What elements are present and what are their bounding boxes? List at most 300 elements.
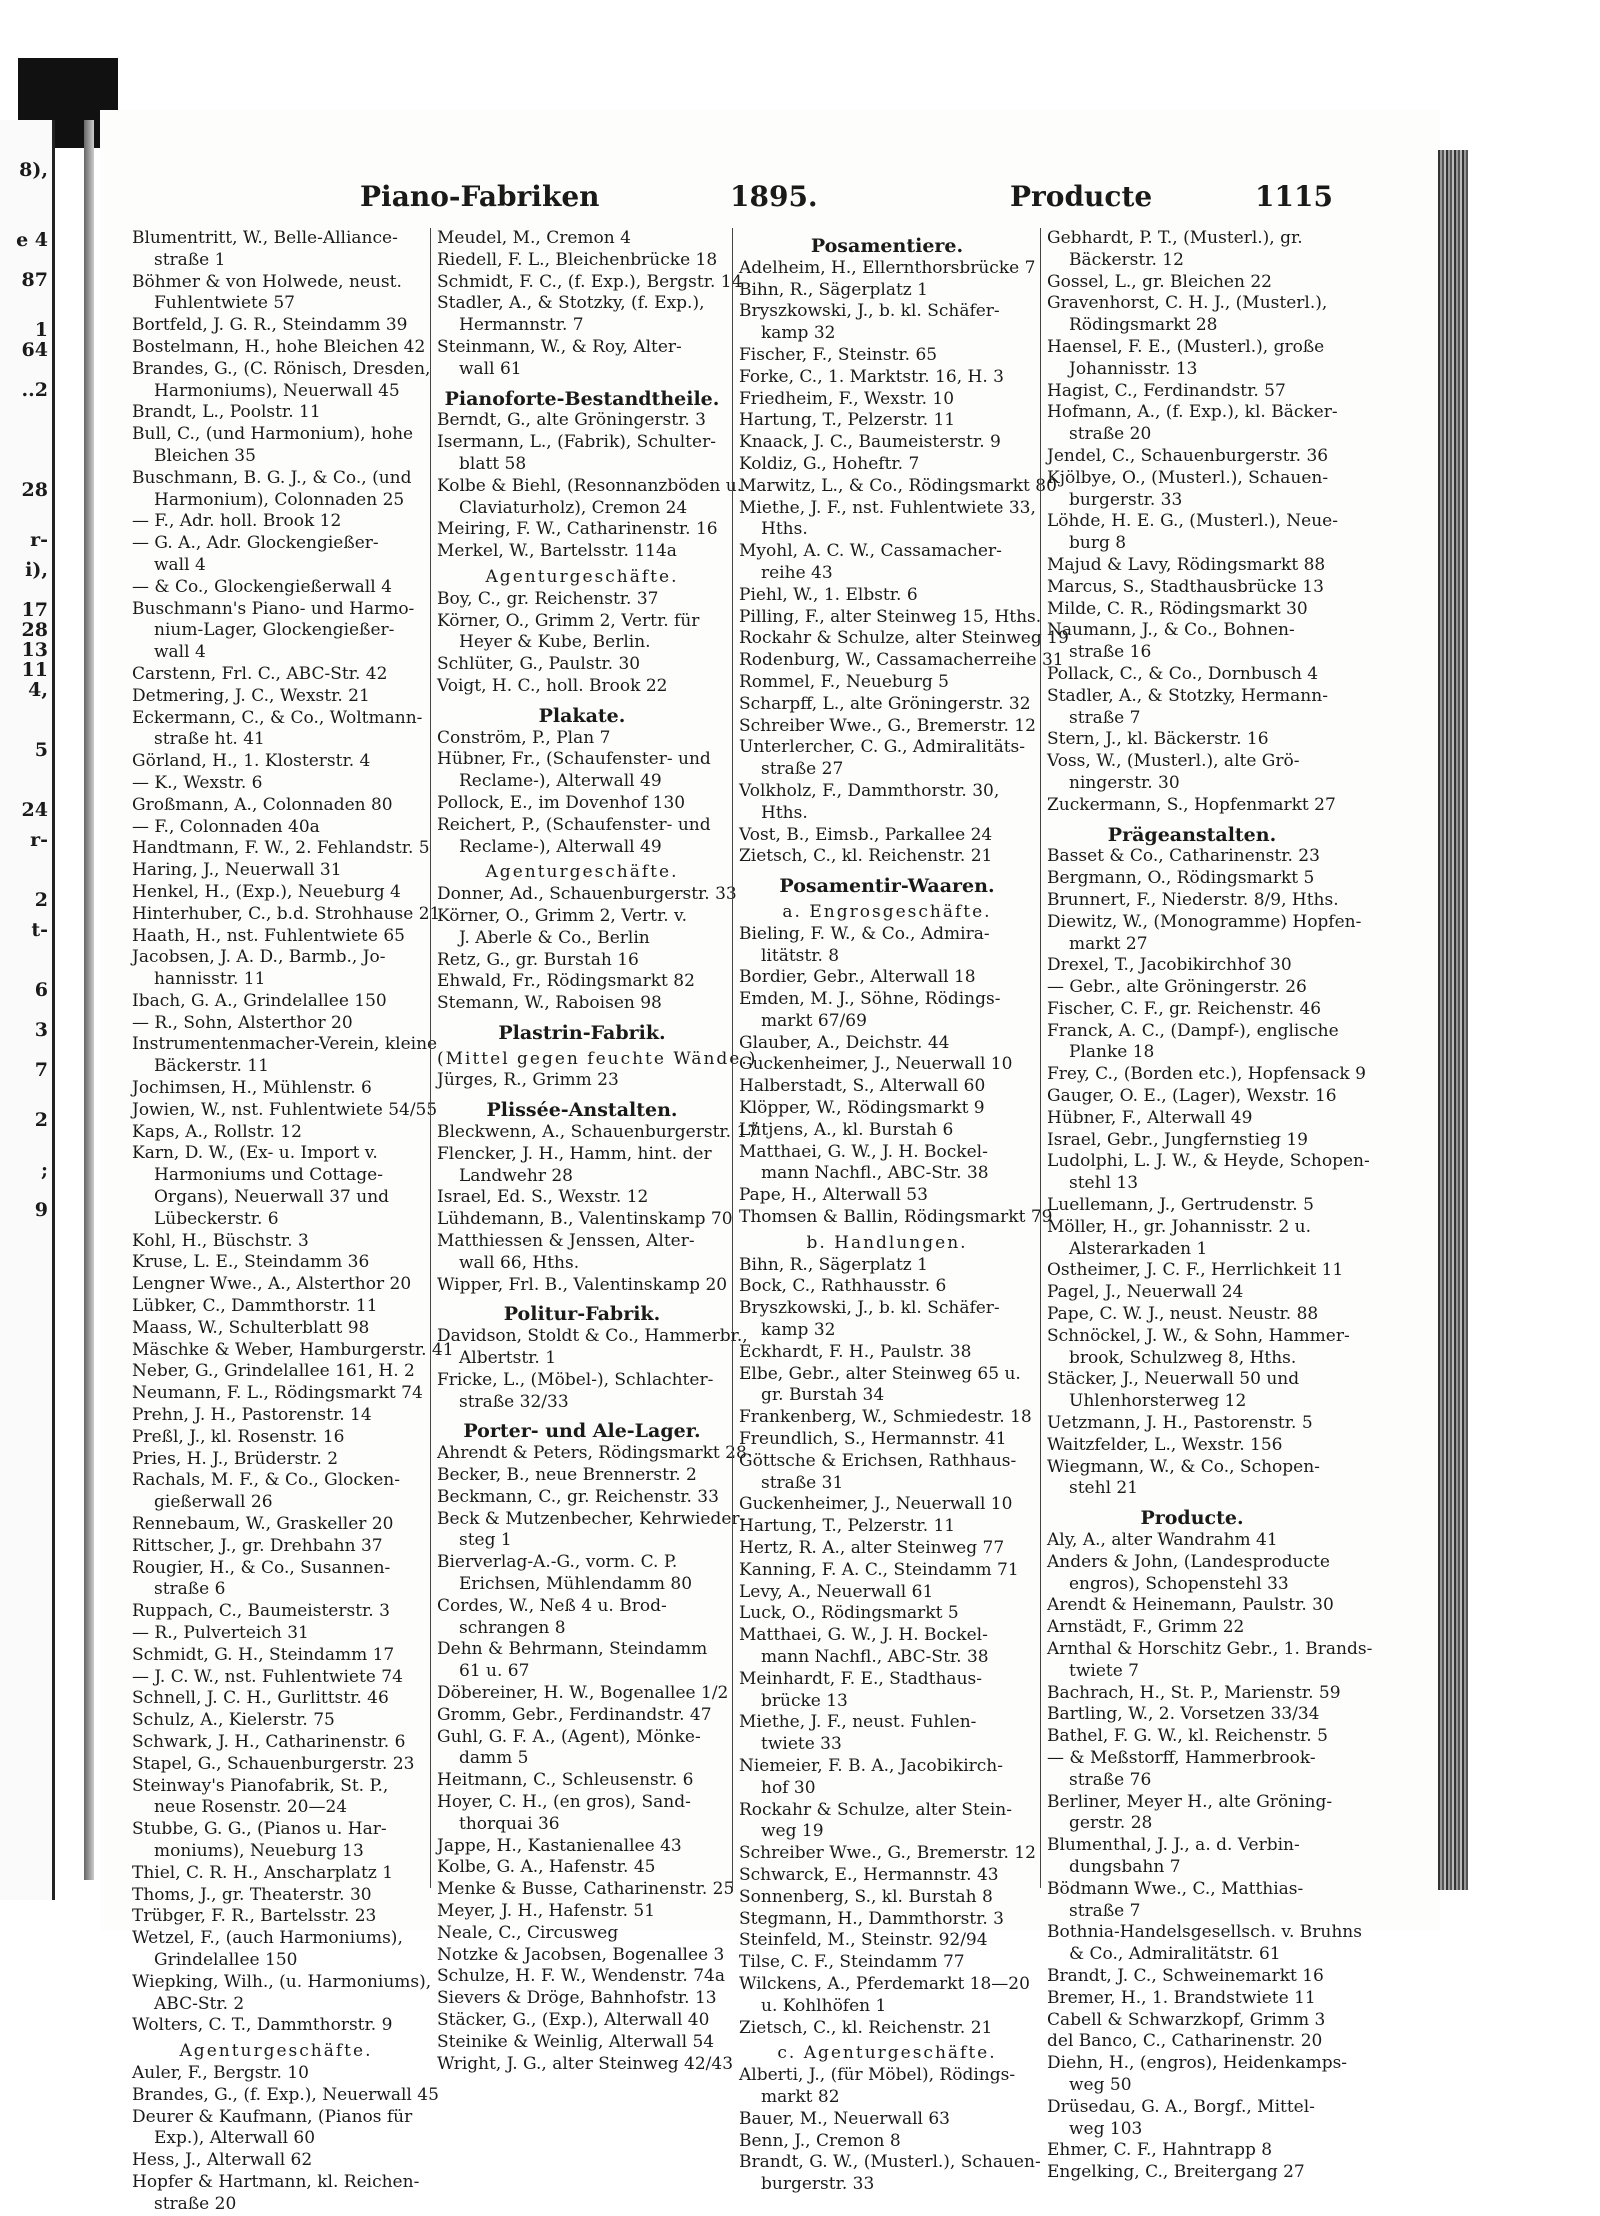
directory-entry-line: Frey, C., (Borden etc.), Hopfensack 9 <box>1047 1064 1366 1085</box>
directory-entry-line: Drexel, T., Jacobikirchhof 30 <box>1047 955 1292 976</box>
directory-entry-line: steg 1 <box>459 1530 512 1551</box>
facing-page-fragment: e 4 <box>16 229 48 251</box>
directory-entry-line: Schreiber Wwe., G., Bremerstr. 12 <box>739 715 1036 736</box>
subsection-heading: Agenturgeschäfte. <box>179 2041 373 2062</box>
directory-entry-line: Matthaei, G. W., J. H. Bockel- <box>739 1625 988 1646</box>
directory-entry-line: Riedell, F. L., Bleichenbrücke 18 <box>437 249 718 270</box>
directory-entry-line: Trübger, F. R., Bartelsstr. 23 <box>132 1906 377 1927</box>
directory-entry-line: Rennebaum, W., Graskeller 20 <box>132 1514 394 1535</box>
directory-entry-line: schrangen 8 <box>459 1617 566 1638</box>
directory-entry-line: Schwark, J. H., Catharinenstr. 6 <box>132 1731 406 1752</box>
directory-entry-line: Hartung, T., Pelzerstr. 11 <box>739 1516 956 1537</box>
directory-entry-line: Henkel, H., (Exp.), Neueburg 4 <box>132 881 401 902</box>
directory-entry-line: dungsbahn 7 <box>1069 1856 1181 1877</box>
directory-entry-line: Donner, Ad., Schauenburgerstr. 33 <box>437 884 737 905</box>
directory-entry-line: Blumentritt, W., Belle-Alliance- <box>132 228 398 248</box>
directory-entry-line: Schwarck, E., Hermannstr. 43 <box>739 1864 999 1885</box>
directory-entry-line: Bock, C., Rathhausstr. 6 <box>739 1276 947 1297</box>
facing-page-fragment: 2 <box>34 889 48 911</box>
section-heading: Posamentir-Waaren. <box>779 875 995 898</box>
directory-entry-line: Engelking, C., Breitergang 27 <box>1047 2162 1305 2183</box>
section-heading: Posamentiere. <box>810 235 964 257</box>
directory-entry-line: & Co., Admiralitätstr. 61 <box>1069 1944 1281 1965</box>
directory-entry-line: Drüsedau, G. A., Borgf., Mittel- <box>1047 2096 1315 2117</box>
directory-entry-line: Bathel, F. G. W., kl. Reichenstr. 5 <box>1047 1726 1328 1747</box>
directory-entry-line: Heitmann, C., Schleusenstr. 6 <box>437 1770 694 1791</box>
directory-entry-line: Arnstädt, F., Grimm 22 <box>1047 1617 1245 1638</box>
directory-entry-line: Eckhardt, F. H., Paulstr. 38 <box>739 1341 972 1362</box>
directory-entry-line: Gossel, L., gr. Bleichen 22 <box>1047 271 1272 292</box>
directory-entry-line: Brandt, G. W., (Musterl.), Schauen- <box>739 2152 1041 2173</box>
directory-entry-line: Hertz, R. A., alter Steinweg 77 <box>739 1538 1005 1559</box>
directory-entry-line: Pape, C. W. J., neust. Neustr. 88 <box>1047 1304 1319 1325</box>
directory-page <box>100 110 1440 2214</box>
directory-entry-line: Lütjens, A., kl. Burstah 6 <box>739 1119 954 1140</box>
directory-entry-line: Prehn, J. H., Pastorenstr. 14 <box>132 1405 372 1426</box>
directory-entry-line: Handtmann, F. W., 2. Fehlandstr. 5 <box>132 838 430 859</box>
column-1 <box>132 228 454 2214</box>
directory-entry-line: Ehwald, Fr., Rödingsmarkt 82 <box>437 971 695 992</box>
directory-entry-line: Pollock, E., im Dovenhof 130 <box>437 792 686 813</box>
directory-entry-line: Buschmann's Piano- und Harmo- <box>132 598 415 619</box>
directory-entry-line: Bryszkowski, J., b. kl. Schäfer- <box>739 301 1000 322</box>
directory-entry-line: Buschmann, B. G. J., & Co., (und <box>132 467 412 488</box>
directory-entry-line: straße 31 <box>761 1472 844 1493</box>
directory-entry-line: — F., Adr. holl. Brook 12 <box>132 511 342 532</box>
directory-entry-line: Grindelallee 150 <box>154 1949 298 1970</box>
directory-entry-line: Scharpff, L., alte Gröningerstr. 32 <box>739 693 1031 714</box>
directory-entry-line: brücke 13 <box>761 1690 848 1711</box>
directory-entry-line: Matthiessen & Jenssen, Alter- <box>437 1231 695 1252</box>
directory-entry-line: straße ht. 41 <box>154 729 265 750</box>
directory-entry-line: Stadler, A., & Stotzky, (f. Exp.), <box>437 293 705 314</box>
directory-entry-line: Isermann, L., (Fabrik), Schulter- <box>437 432 716 453</box>
directory-entry-line: Uhlenhorsterweg 12 <box>1069 1391 1247 1412</box>
directory-entry-line: Voss, W., (Musterl.), alte Grö- <box>1047 751 1300 772</box>
directory-entry-line: Dehn & Behrmann, Steindamm <box>437 1639 708 1660</box>
directory-entry-line: Harmonium), Colonnaden 25 <box>154 489 405 510</box>
directory-entry-line: Steinway's Pianofabrik, St. P., <box>132 1775 389 1796</box>
directory-entry-line: Glauber, A., Deichstr. 44 <box>739 1032 950 1053</box>
directory-entry-line: Thomsen & Ballin, Rödingsmarkt 79 <box>739 1207 1053 1228</box>
facing-page-fragment: 11 <box>21 659 48 681</box>
directory-entry-line: reihe 43 <box>761 562 833 583</box>
directory-entry-line: Hartung, T., Pelzerstr. 11 <box>739 410 956 431</box>
directory-entry-line: Thoms, J., gr. Theaterstr. 30 <box>132 1884 372 1905</box>
directory-entry-line: Fuhlentwiete 57 <box>154 293 295 314</box>
section-heading: Plakate. <box>538 704 626 727</box>
directory-entry-line: stehl 13 <box>1069 1173 1139 1194</box>
directory-entry-line: Döbereiner, H. W., Bogenallee 1/2 <box>437 1683 729 1703</box>
directory-entry-line: burg 8 <box>1069 533 1127 554</box>
facing-page-fragment: 8), <box>19 159 48 181</box>
directory-entry-line: Haensel, F. E., (Musterl.), große <box>1047 336 1325 357</box>
facing-page-fragment: 13 <box>21 639 48 661</box>
directory-entry-line: Bartling, W., 2. Vorsetzen 33/34 <box>1047 1704 1320 1725</box>
directory-entry-line: Zuckermann, S., Hopfenmarkt 27 <box>1047 794 1336 815</box>
facing-page-fragment: t- <box>31 919 48 941</box>
directory-entry-line: Jappe, H., Kastanienallee 43 <box>437 1835 682 1856</box>
running-title-right: Producte <box>1010 180 1153 213</box>
directory-entry-line: Ehmer, C. F., Hahntrapp 8 <box>1047 2140 1273 2161</box>
facing-page-fragment: 9 <box>34 1199 48 1221</box>
directory-entry-line: Pries, H. J., Brüderstr. 2 <box>132 1448 339 1469</box>
directory-entry-line: Bauer, M., Neuerwall 63 <box>739 2108 950 2129</box>
directory-entry-line: Cordes, W., Neß 4 u. Brod- <box>437 1595 667 1616</box>
directory-entry-line: Kohl, H., Büschstr. 3 <box>132 1230 309 1251</box>
directory-entry-line: Kolbe & Biehl, (Resonnanzböden u. <box>437 475 743 496</box>
directory-entry-line: Reclame-), Alterwall 49 <box>459 836 662 857</box>
directory-entry-line: Rittscher, J., gr. Drehbahn 37 <box>132 1535 383 1556</box>
directory-entry-line: Voigt, H. C., holl. Brook 22 <box>437 675 668 696</box>
directory-entry-line: Instrumentenmacher-Verein, kleine <box>132 1034 438 1055</box>
directory-entry-line: Niemeier, F. B. A., Jacobikirch- <box>739 1755 1003 1776</box>
directory-entry-line: Unterlercher, C. G., Admiralitäts- <box>739 737 1026 758</box>
directory-entry-line: twiete 33 <box>761 1734 842 1755</box>
column-4 <box>1040 228 1373 2183</box>
subsection-heading: Agenturgeschäfte. <box>485 862 679 883</box>
section-heading: Plissée-Anstalten. <box>486 1099 678 1122</box>
directory-entry-line: 61 u. 67 <box>459 1661 530 1682</box>
directory-entry-line: Wright, J. G., alter Steinweg 42/43 <box>437 2053 734 2074</box>
directory-entry-line: Sievers & Dröge, Bahnhofstr. 13 <box>437 1988 717 2009</box>
directory-entry-line: Reclame-), Alterwall 49 <box>459 771 662 792</box>
directory-entry-line: Aly, A., alter Wandrahm 41 <box>1047 1530 1278 1551</box>
directory-entry-line: Bortfeld, J. G. R., Steindamm 39 <box>132 315 408 336</box>
directory-entry-line: Körner, O., Grimm 2, Vertr. für <box>437 610 700 631</box>
directory-entry-line: Stäcker, J., Neuerwall 50 und <box>1047 1369 1300 1390</box>
directory-entry-line: Berliner, Meyer H., alte Gröning- <box>1047 1791 1333 1812</box>
directory-entry-line: Bleckwenn, A., Schauenburgerstr. 17 <box>437 1122 759 1143</box>
directory-entry-line: Friedheim, F., Wexstr. 10 <box>739 388 955 409</box>
directory-entry-line: Wilckens, A., Pferdemarkt 18—20 <box>739 1973 1030 1994</box>
directory-entry-line: Ahrendt & Peters, Rödingsmarkt 28 <box>437 1443 747 1464</box>
directory-entry-line: kamp 32 <box>761 323 836 344</box>
page-stack-edge <box>1438 150 1468 1890</box>
directory-entry-line: Fricke, L., (Möbel-), Schlachter- <box>437 1369 714 1390</box>
directory-entry-line: Heyer & Kube, Berlin. <box>459 632 651 653</box>
directory-entry-line: Berndt, G., alte Gröningerstr. 3 <box>437 410 706 431</box>
directory-entry-line: Hübner, F., Alterwall 49 <box>1047 1107 1253 1128</box>
directory-entry-line: burgerstr. 33 <box>761 2174 875 2195</box>
directory-entry-line: moniums), Neueburg 13 <box>154 1840 364 1861</box>
directory-entry-line: weg 19 <box>761 1821 824 1842</box>
directory-entry-line: Zietsch, C., kl. Reichenstr. 21 <box>739 846 993 867</box>
directory-entry-line: markt 82 <box>761 2086 840 2107</box>
directory-entry-line: Hinterhuber, C., b.d. Strohhause 21 <box>132 903 441 924</box>
facing-page-fragment: r- <box>30 529 48 551</box>
subsection-heading: b. Handlungen. <box>806 1232 968 1253</box>
directory-entry-line: Beckmann, C., gr. Reichenstr. 33 <box>437 1486 719 1507</box>
facing-page-fragment: 64 <box>21 339 48 361</box>
directory-entry-line: Bergmann, O., Rödingsmarkt 5 <box>1047 868 1315 889</box>
directory-entry-line: Bäckerstr. 11 <box>154 1056 269 1077</box>
directory-entry-line: Rachals, M. F., & Co., Glocken- <box>132 1470 400 1491</box>
directory-entry-line: Schnell, J. C. H., Gurlittstr. 46 <box>132 1688 389 1709</box>
facing-page-fragment: ..2 <box>21 379 48 401</box>
directory-entry-line: ningerstr. 30 <box>1069 772 1180 793</box>
year-label: 1895. <box>730 180 818 213</box>
directory-entry-line: Harmoniums und Cottage- <box>154 1165 383 1186</box>
directory-entry-line: Organs), Neuerwall 37 und <box>154 1187 390 1208</box>
page-gutter <box>84 120 94 1880</box>
directory-entry-line: Haath, H., nst. Fuhlentwiete 65 <box>132 925 405 946</box>
directory-entry-line: Hagist, C., Ferdinandstr. 57 <box>1047 380 1286 401</box>
directory-entry-line: Kruse, L. E., Steindamm 36 <box>132 1252 370 1273</box>
directory-entry-line: Halberstadt, S., Alterwall 60 <box>739 1076 986 1097</box>
directory-entry-line: Stern, J., kl. Bäckerstr. 16 <box>1047 729 1269 750</box>
section-heading: Porter- und Ale-Lager. <box>463 1420 701 1443</box>
directory-entry-line: Meudel, M., Cremon 4 <box>437 228 631 248</box>
directory-entry-line: Arendt & Heinemann, Paulstr. 30 <box>1047 1595 1334 1616</box>
facing-page-fragment: 2 <box>34 1109 48 1131</box>
facing-page-fragment: 6 <box>34 979 48 1001</box>
directory-entry-line: Naumann, J., & Co., Bohnen- <box>1047 620 1295 641</box>
directory-entry-line: Forke, C., 1. Marktstr. 16, H. 3 <box>739 366 1004 387</box>
directory-entry-line: Bryszkowski, J., b. kl. Schäfer- <box>739 1298 1000 1319</box>
directory-entry-line: Stäcker, G., (Exp.), Alterwall 40 <box>437 2009 710 2030</box>
directory-entry-line: Bostelmann, H., hohe Bleichen 42 <box>132 336 426 357</box>
directory-entry-line: Wiegmann, W., & Co., Schopen- <box>1047 1456 1320 1477</box>
directory-entry-line: Luck, O., Rödingsmarkt 5 <box>739 1603 959 1624</box>
directory-entry-line: Hofmann, A., (f. Exp.), kl. Bäcker- <box>1047 402 1338 423</box>
directory-entry-line: Bihn, R., Sägerplatz 1 <box>739 279 928 300</box>
directory-entry-line: — F., Colonnaden 40a <box>132 816 320 837</box>
directory-entry-line: Bachrach, H., St. P., Marienstr. 59 <box>1047 1682 1341 1703</box>
directory-entry-line: Bieling, F. W., & Co., Admira- <box>739 923 990 944</box>
directory-entry-line: damm 5 <box>459 1748 529 1769</box>
directory-entry-line: Wipper, Frl. B., Valentinskamp 20 <box>437 1274 728 1295</box>
directory-entry-line: gießerwall 26 <box>154 1492 273 1513</box>
directory-entry-line: Arnthal & Horschitz Gebr., 1. Brands- <box>1047 1639 1373 1659</box>
facing-page-fragment: ; <box>40 1159 48 1181</box>
directory-entry-line: Bäckerstr. 12 <box>1069 249 1184 270</box>
directory-entry-line: Guckenheimer, J., Neuerwall 10 <box>739 1054 1013 1075</box>
directory-entry-line: Schmidt, F. C., (f. Exp.), Bergstr. 14 <box>437 271 743 292</box>
directory-entry-line: Sonnenberg, S., kl. Burstah 8 <box>739 1886 993 1907</box>
directory-entry-line: Exp.), Alterwall 60 <box>154 2128 316 2149</box>
directory-entry-line: Brunnert, F., Niederstr. 8/9, Hths. <box>1047 889 1339 910</box>
directory-entry-line: Israel, Ed. S., Wexstr. 12 <box>437 1187 649 1208</box>
directory-entry-line: Bordier, Gebr., Alterwall 18 <box>739 967 976 988</box>
directory-entry-line: Miethe, J. F., neust. Fuhlen- <box>739 1712 977 1733</box>
page-header <box>130 180 1430 224</box>
directory-entry-line: Matthaei, G. W., J. H. Bockel- <box>739 1141 988 1162</box>
directory-entry-line: Meiring, F. W., Catharinenstr. 16 <box>437 519 718 540</box>
directory-entry-line: Wiepking, Wilh., (u. Harmoniums), <box>132 1971 432 1992</box>
directory-entry-line: engros), Schopenstehl 33 <box>1069 1573 1289 1594</box>
directory-entry-line: Marcus, S., Stadthausbrücke 13 <box>1047 576 1324 597</box>
directory-entry-line: Carstenn, Frl. C., ABC-Str. 42 <box>132 663 388 684</box>
section-heading: Producte. <box>1140 1507 1244 1530</box>
directory-entry-line: — & Meßstorff, Hammerbrook- <box>1047 1747 1316 1768</box>
directory-entry-line: blatt 58 <box>459 453 527 474</box>
directory-entry-line: Bremer, H., 1. Brandstwiete 11 <box>1047 1987 1316 2008</box>
directory-entry-line: Rockahr & Schulze, alter Steinweg 19 <box>739 628 1069 649</box>
directory-entry-line: Neber, G., Grindelallee 161, H. 2 <box>132 1361 415 1382</box>
directory-entry-line: Retz, G., gr. Burstah 16 <box>437 949 639 970</box>
directory-entry-line: Steinmann, W., & Roy, Alter- <box>437 336 682 357</box>
directory-entry-line: Diewitz, W., (Monogramme) Hopfen- <box>1047 911 1362 932</box>
directory-entry-line: Freundlich, S., Hermannstr. 41 <box>739 1429 1007 1450</box>
directory-entry-line: Rommel, F., Neueburg 5 <box>739 671 949 692</box>
directory-entry-line: Stemann, W., Raboisen 98 <box>437 993 662 1014</box>
directory-entry-line: straße 76 <box>1069 1769 1152 1790</box>
directory-entry-line: Maass, W., Schulterblatt 98 <box>132 1317 370 1338</box>
directory-entry-line: Ludolphi, L. J. W., & Heyde, Schopen- <box>1047 1151 1370 1172</box>
directory-entry-line: Ruppach, C., Baumeisterstr. 3 <box>132 1601 390 1622</box>
directory-entry-line: nium-Lager, Glockengießer- <box>154 620 395 641</box>
directory-entry-line: Brandes, G., (C. Rönisch, Dresden, <box>132 358 431 379</box>
facing-page-fragment: 3 <box>34 1019 48 1041</box>
directory-entry-line: Fischer, C. F., gr. Reichenstr. 46 <box>1047 998 1322 1019</box>
directory-entry-line: Koldiz, G., Hoheftr. 7 <box>739 453 920 474</box>
directory-entry-line: Israel, Gebr., Jungfernstieg 19 <box>1047 1129 1308 1150</box>
facing-page-fragment: 4, <box>28 679 48 701</box>
directory-entry-line: Knaack, J. C., Baumeisterstr. 9 <box>739 432 1001 453</box>
directory-entry-line: Guckenheimer, J., Neuerwall 10 <box>739 1494 1013 1515</box>
directory-entry-line: Rougier, H., & Co., Susannen- <box>132 1557 391 1578</box>
directory-entry-line: Kjölbye, O., (Musterl.), Schauen- <box>1047 467 1329 488</box>
subsection-heading: a. Engrosgeschäfte. <box>782 901 992 922</box>
directory-entry-line: Beck & Mutzenbecher, Kehrwieder- <box>437 1508 746 1529</box>
directory-entry-line: Jürges, R., Grimm 23 <box>437 1070 619 1091</box>
directory-entry-line: Wetzel, F., (auch Harmoniums), <box>132 1928 403 1949</box>
facing-page-edge <box>0 120 55 1900</box>
directory-entry-line: Meinhardt, F. E., Stadthaus- <box>739 1668 982 1689</box>
directory-entry-line: Lühdemann, B., Valentinskamp 70 <box>437 1209 733 1230</box>
directory-entry-line: Ibach, G. A., Grindelallee 150 <box>132 990 387 1011</box>
directory-entry-line: Miethe, J. F., nst. Fuhlentwiete 33, <box>739 497 1036 518</box>
directory-entry-line: Rodenburg, W., Cassamacherreihe 31 <box>739 650 1064 671</box>
directory-entry-line: Kolbe, G. A., Hafenstr. 45 <box>437 1857 656 1878</box>
facing-page-fragment: 28 <box>21 479 48 501</box>
directory-entry-line: Volkholz, F., Dammthorstr. 30, <box>739 780 1000 801</box>
directory-entry-line: Erichsen, Mühlendamm 80 <box>459 1574 693 1595</box>
directory-entry-line: Lübker, C., Dammthorstr. 11 <box>132 1296 378 1317</box>
directory-entry-line: Becker, B., neue Brennerstr. 2 <box>437 1465 697 1486</box>
directory-entry-line: Benn, J., Cremon 8 <box>739 2130 901 2151</box>
facing-page-fragment: r- <box>30 829 48 851</box>
directory-entry-line: Steinike & Weinlig, Alterwall 54 <box>437 2031 715 2052</box>
section-heading: Pianoforte-Bestandtheile. <box>444 387 720 410</box>
directory-entry-line: — K., Wexstr. 6 <box>132 772 263 793</box>
directory-entry-line: Conström, P., Plan 7 <box>437 727 611 748</box>
directory-entry-line: — & Co., Glockengießerwall 4 <box>132 576 392 597</box>
directory-entry-line: Karn, D. W., (Ex- u. Import v. <box>132 1143 378 1164</box>
directory-entry-line: Neale, C., Circusweg <box>437 1922 619 1943</box>
directory-entry-line: Schmidt, G. H., Steindamm 17 <box>132 1644 395 1665</box>
directory-entry-line: Diehn, H., (engros), Heidenkamps- <box>1047 2053 1348 2074</box>
directory-entry-line: Alberti, J., (für Möbel), Rödings- <box>739 2065 1016 2086</box>
directory-entry-line: Stadler, A., & Stotzky, Hermann- <box>1047 685 1328 706</box>
directory-entry-line: Gravenhorst, C. H. J., (Musterl.), <box>1047 293 1328 314</box>
directory-entry-line: burgerstr. 33 <box>1069 489 1183 510</box>
directory-entry-line: Brandes, G., (f. Exp.), Neuerwall 45 <box>132 2084 439 2105</box>
directory-entry-line: Hths. <box>761 519 808 540</box>
running-title-left: Piano-Fabriken <box>360 180 600 213</box>
directory-entry-line: — R., Sohn, Alsterthor 20 <box>132 1012 353 1033</box>
directory-entry-line: Luellemann, J., Gertrudenstr. 5 <box>1047 1195 1314 1216</box>
facing-page-fragment: 28 <box>21 619 48 641</box>
directory-entry-line: Adelheim, H., Ellernthorsbrücke 7 <box>739 257 1036 278</box>
directory-entry-line: litätstr. 8 <box>761 945 840 966</box>
directory-entry-line: Alsterarkaden 1 <box>1069 1238 1208 1259</box>
directory-entry-line: Rödingsmarkt 28 <box>1069 315 1218 336</box>
directory-entry-line: Anders & John, (Landesproducte <box>1047 1551 1330 1572</box>
directory-entry-line: Gebhardt, P. T., (Musterl.), gr. <box>1047 228 1303 248</box>
directory-entry-line: markt 27 <box>1069 933 1148 954</box>
directory-entry-line: weg 50 <box>1069 2074 1132 2095</box>
directory-entry-line: gr. Burstah 34 <box>761 1385 885 1406</box>
directory-entry-line: Menke & Busse, Catharinenstr. 25 <box>437 1879 735 1900</box>
directory-entry-line: u. Kohlhöfen 1 <box>761 1995 887 2016</box>
directory-entry-line: Jowien, W., nst. Fuhlentwiete 54/55 <box>132 1099 438 1120</box>
directory-entry-line: Johannisstr. 13 <box>1069 358 1198 379</box>
directory-entry-line: Jochimsen, H., Mühlenstr. 6 <box>132 1078 372 1099</box>
directory-entry-line: Schnöckel, J. W., & Sohn, Hammer- <box>1047 1325 1350 1346</box>
directory-entry-line: Göttsche & Erichsen, Rathhaus- <box>739 1450 1017 1471</box>
directory-entry-line: Basset & Co., Catharinenstr. 23 <box>1047 846 1320 867</box>
directory-entry-line: Albertstr. 1 <box>459 1348 557 1369</box>
directory-entry-line: mann Nachfl., ABC-Str. 38 <box>761 1647 989 1667</box>
directory-entry-line: Bödmann Wwe., C., Matthias- <box>1047 1878 1304 1899</box>
directory-entry-line: Davidson, Stoldt & Co., Hammerbr., <box>437 1326 748 1347</box>
directory-entry-line: Pape, H., Alterwall 53 <box>739 1185 928 1206</box>
directory-entry-line: straße 20 <box>1069 424 1152 445</box>
directory-entry-line: wall 4 <box>154 642 206 663</box>
directory-entry-line: Cabell & Schwarzkopf, Grimm 3 <box>1047 2009 1326 2030</box>
column-3 <box>732 228 1069 2195</box>
directory-entry-line: Schlüter, G., Paulstr. 30 <box>437 654 641 675</box>
directory-entry-line: Waitzfelder, L., Wexstr. 156 <box>1047 1434 1283 1455</box>
directory-entry-line: Franck, A. C., (Dampf-), englische <box>1047 1020 1339 1041</box>
directory-entry-line: Hübner, Fr., (Schaufenster- und <box>437 749 711 770</box>
directory-entry-line: Hermannstr. 7 <box>459 315 584 336</box>
directory-entry-line: Planke 18 <box>1069 1042 1155 1063</box>
directory-entry-line: Stegmann, H., Dammthorstr. 3 <box>739 1908 1005 1929</box>
column-2 <box>430 228 759 2074</box>
directory-entry-line: Jacobsen, J. A. D., Barmb., Jo- <box>132 947 386 968</box>
directory-entry-line: mann Nachfl., ABC-Str. 38 <box>761 1163 989 1184</box>
directory-entry-line: Schreiber Wwe., G., Bremerstr. 12 <box>739 1843 1036 1864</box>
directory-entry-line: Klöpper, W., Rödingsmarkt 9 <box>739 1098 985 1119</box>
directory-entry-line: Stubbe, G. G., (Pianos u. Har- <box>132 1819 387 1840</box>
directory-entry-line: Levy, A., Neuerwall 61 <box>739 1581 934 1602</box>
directory-entry-line: Kaps, A., Rollstr. 12 <box>132 1121 302 1142</box>
directory-entry-line: straße 1 <box>154 249 226 270</box>
directory-entry-line: J. Aberle & Co., Berlin <box>459 927 650 948</box>
directory-entry-line: Brandt, J. C., Schweinemarkt 16 <box>1047 1965 1324 1986</box>
directory-entry-line: Emden, M. J., Söhne, Rödings- <box>739 989 1001 1010</box>
directory-entry-line: Merkel, W., Bartelsstr. 114a <box>437 541 677 562</box>
directory-entry-line: Bihn, R., Sägerplatz 1 <box>739 1254 928 1275</box>
facing-page-fragment: 5 <box>34 739 48 761</box>
directory-entry-line: Pollack, C., & Co., Dornbusch 4 <box>1047 663 1319 684</box>
directory-entry-line: del Banco, C., Catharinenstr. 20 <box>1047 2031 1323 2052</box>
directory-entry-line: Landwehr 28 <box>459 1165 573 1186</box>
directory-entry-line: Preßl, J., kl. Rosenstr. 16 <box>132 1426 345 1447</box>
directory-entry-line: Hopfer & Hartmann, kl. Reichen- <box>132 2171 420 2192</box>
directory-entry-line: Detmering, J. C., Wexstr. 21 <box>132 685 370 706</box>
directory-entry-line: Löhde, H. E. G., (Musterl.), Neue- <box>1047 511 1338 532</box>
directory-entry-line: Majud & Lavy, Rödingsmarkt 88 <box>1047 554 1326 575</box>
directory-entry-line: Böhmer & von Holwede, neust. <box>132 271 402 292</box>
directory-entry-line: wall 4 <box>154 554 206 575</box>
directory-entry-line: Pilling, F., alter Steinweg 15, Hths. <box>739 606 1042 627</box>
directory-entry-line: straße 16 <box>1069 642 1152 663</box>
facing-page-fragment: 1 <box>34 319 48 341</box>
